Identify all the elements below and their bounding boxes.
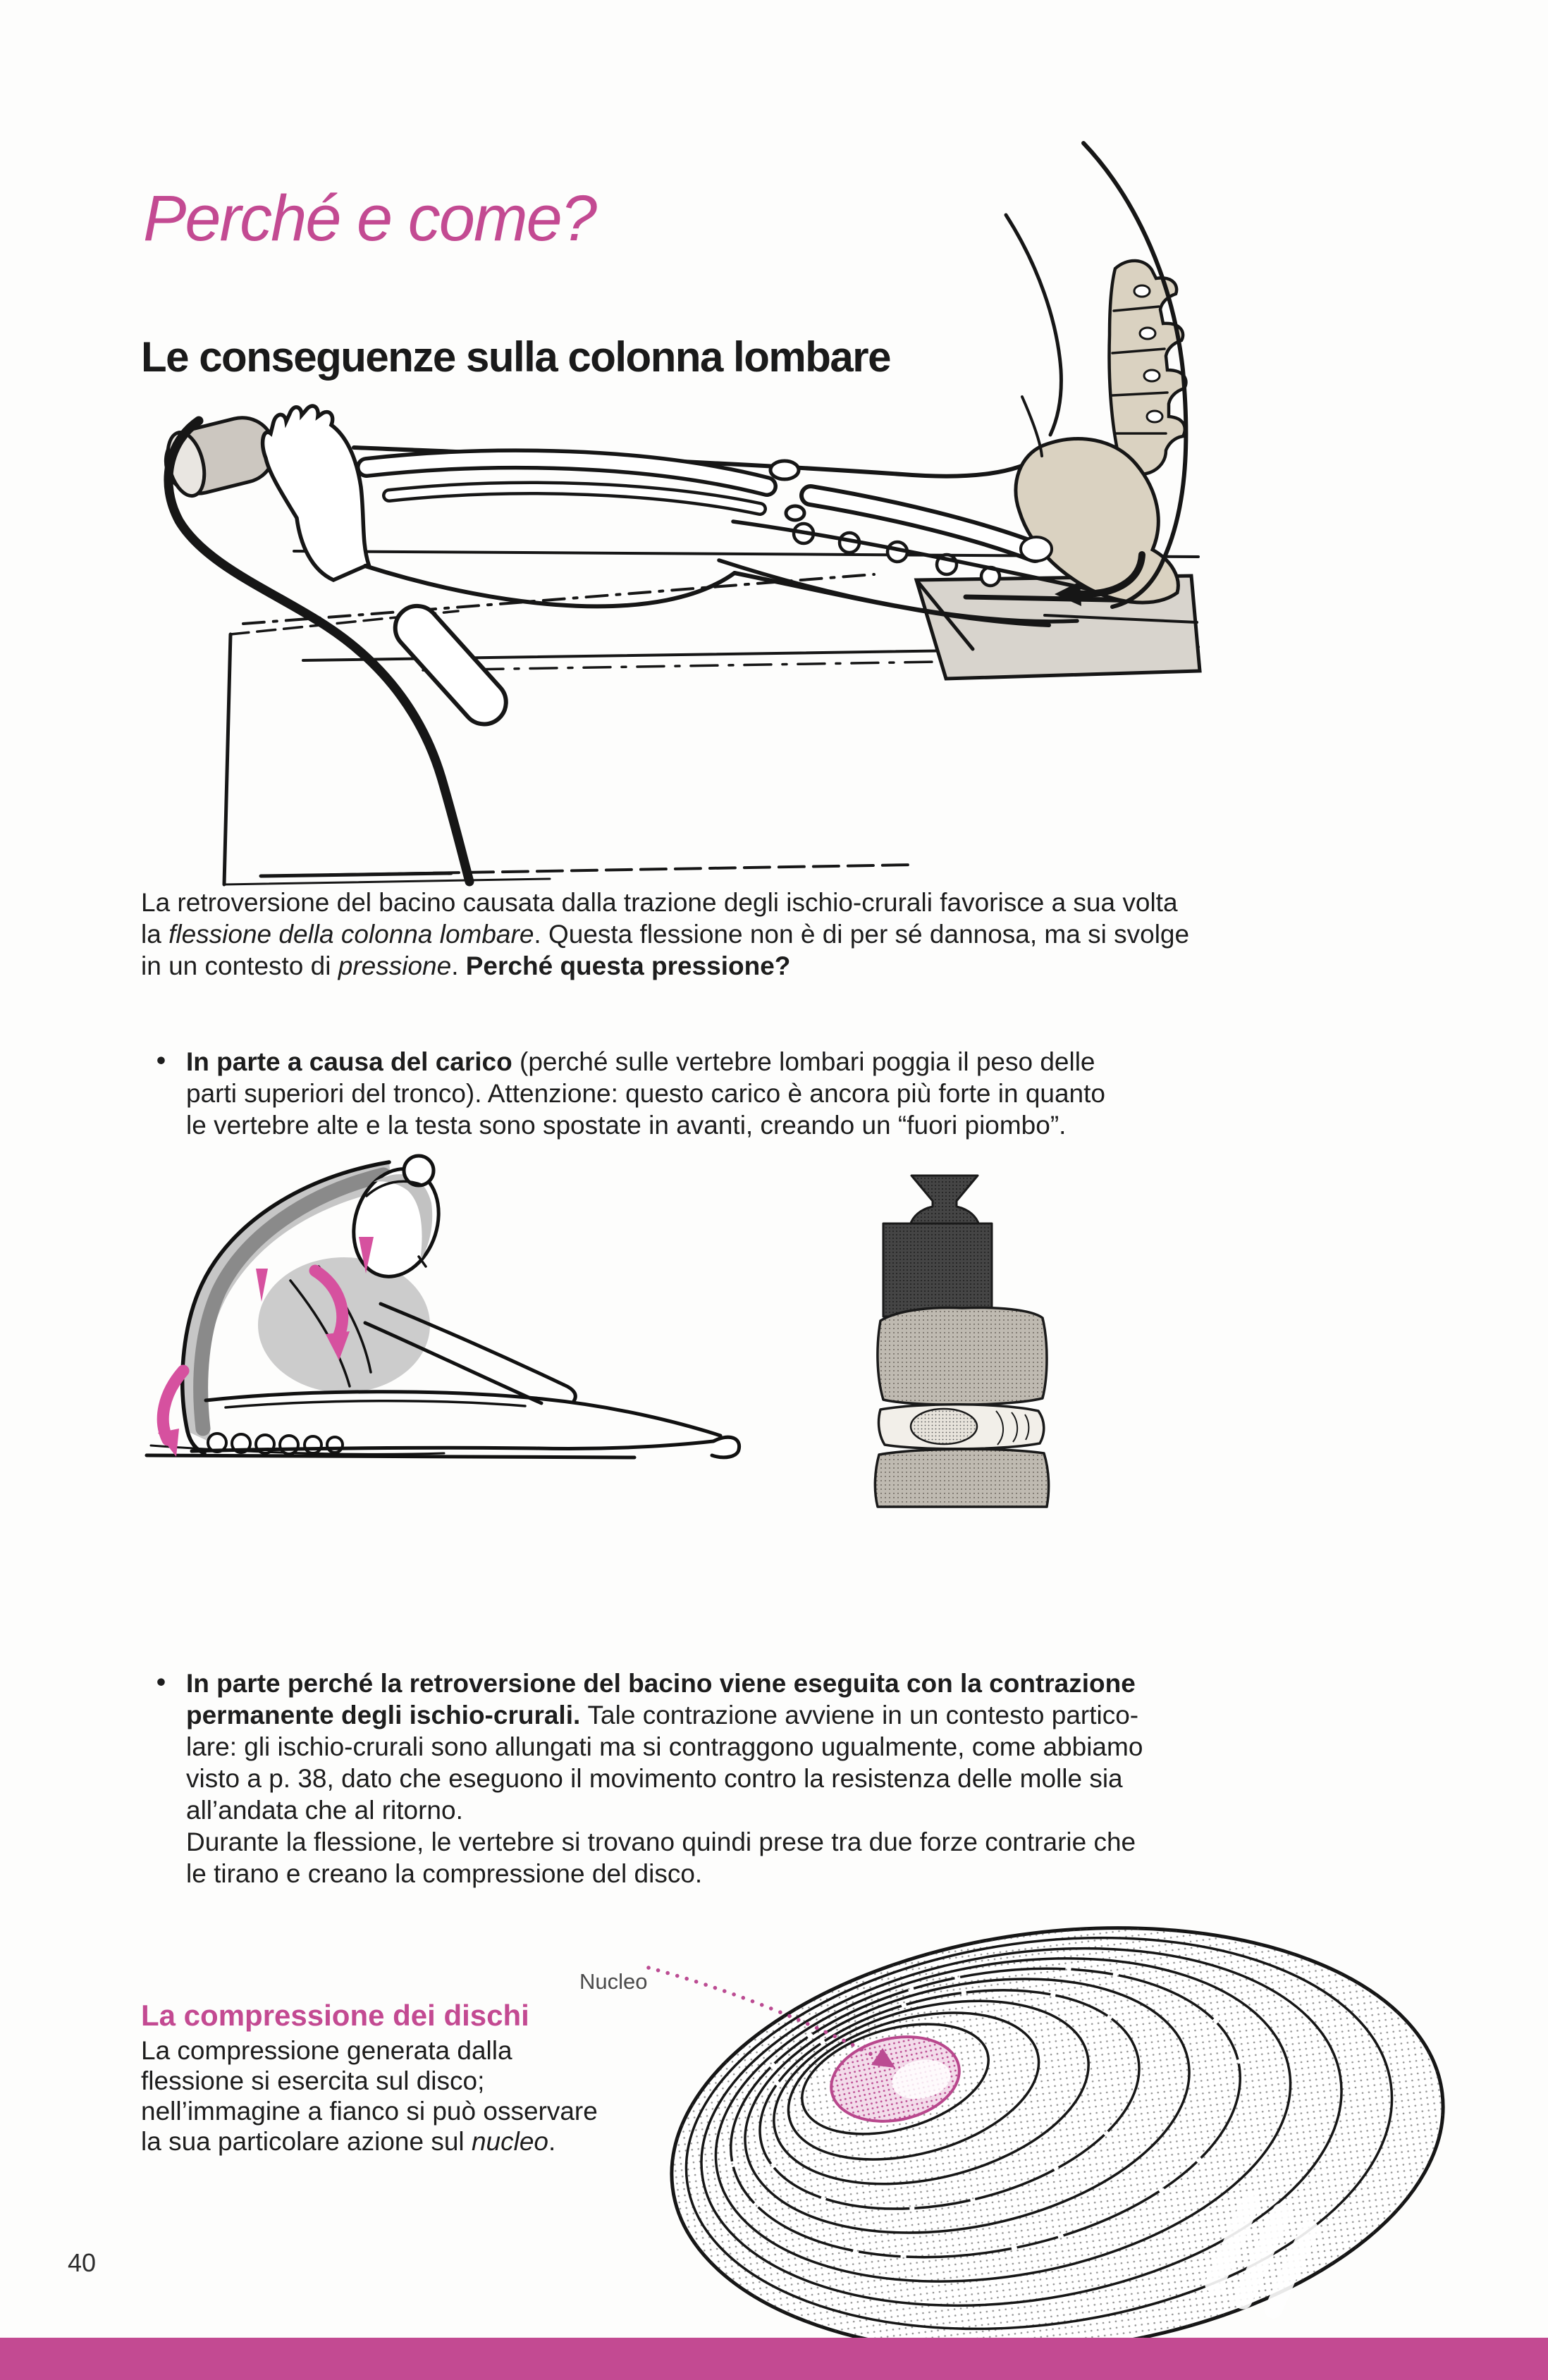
thigh-pad — [386, 597, 515, 733]
disc-top-view-illustration — [564, 1918, 1473, 2341]
section-heading: Le conseguenze sulla colonna lombare — [141, 333, 890, 381]
disc-nucleus — [911, 1409, 977, 1444]
nucleo-label: Nucleo — [579, 1969, 648, 1994]
compression-paragraph: La compressione generata dalla flessione si esercita sul disco; nell’immagine a fianco si può osservare la sua particolare azione sul nucleo. — [141, 2036, 598, 2156]
page-title: Perché e come? — [143, 183, 596, 254]
bullet-item-contraction — [156, 1667, 1143, 1889]
weight-knob — [910, 1176, 979, 1225]
annulus-rings — [647, 1918, 1468, 2341]
disc — [879, 1405, 1044, 1449]
lumbar-vertebrae — [1110, 261, 1186, 474]
bullet-marker: • — [156, 1046, 166, 1075]
bullet-text: In parte a causa del carico (perché sulle vertebre lombari poggia il peso delle parti superiori del tronco). Attenzione: questo carico è ancora più forte in quanto le vertebre alte e la testa sono spostate in avanti, creando un “fuori piombo”. — [186, 1047, 1105, 1140]
foot — [263, 406, 369, 580]
bullet-text: In parte perché la retroversione del bacino viene eseguita con la contrazione permanente degli ischio-crurali. Tale contrazione avviene in un contesto partico- lare: gli ischio-crurali sono allungati ma si contraggono ugualmente, come abbiamo visto a p. 38, dato che eseguono il movimento contro la resistenza delle molle sia all’andata che al ritorno. Durante la flessione, le vertebre si trovano quindi prese tra due forze contrarie che le tirano e creano la compressione del disco. — [186, 1669, 1143, 1888]
weight-on-vertebrae-illustration — [871, 1170, 1054, 1508]
vertebra-upper — [878, 1308, 1047, 1405]
compression-heading: La compressione dei dischi — [141, 1999, 529, 2032]
weight-body — [883, 1223, 992, 1317]
vertebra-lower — [875, 1449, 1048, 1507]
intro-paragraph: La retroversione del bacino causata dalla trazione degli ischio-crurali favorisce a sua volta la flessione della colonna lombare. Questa flessione non è di per sé dannosa, ma si svolge in un contesto di pressione. Perché questa pressione? — [141, 888, 1190, 980]
page-number: 40 — [68, 2248, 97, 2277]
bullet-item-load — [156, 1046, 1105, 1141]
pelvis-curved-arrow — [158, 1371, 183, 1457]
tibia-fibula-bones — [367, 459, 767, 509]
bullet-marker: • — [156, 1667, 166, 1696]
footer-accent-bar — [0, 2338, 1548, 2380]
forward-bend-illustration — [141, 1152, 747, 1469]
